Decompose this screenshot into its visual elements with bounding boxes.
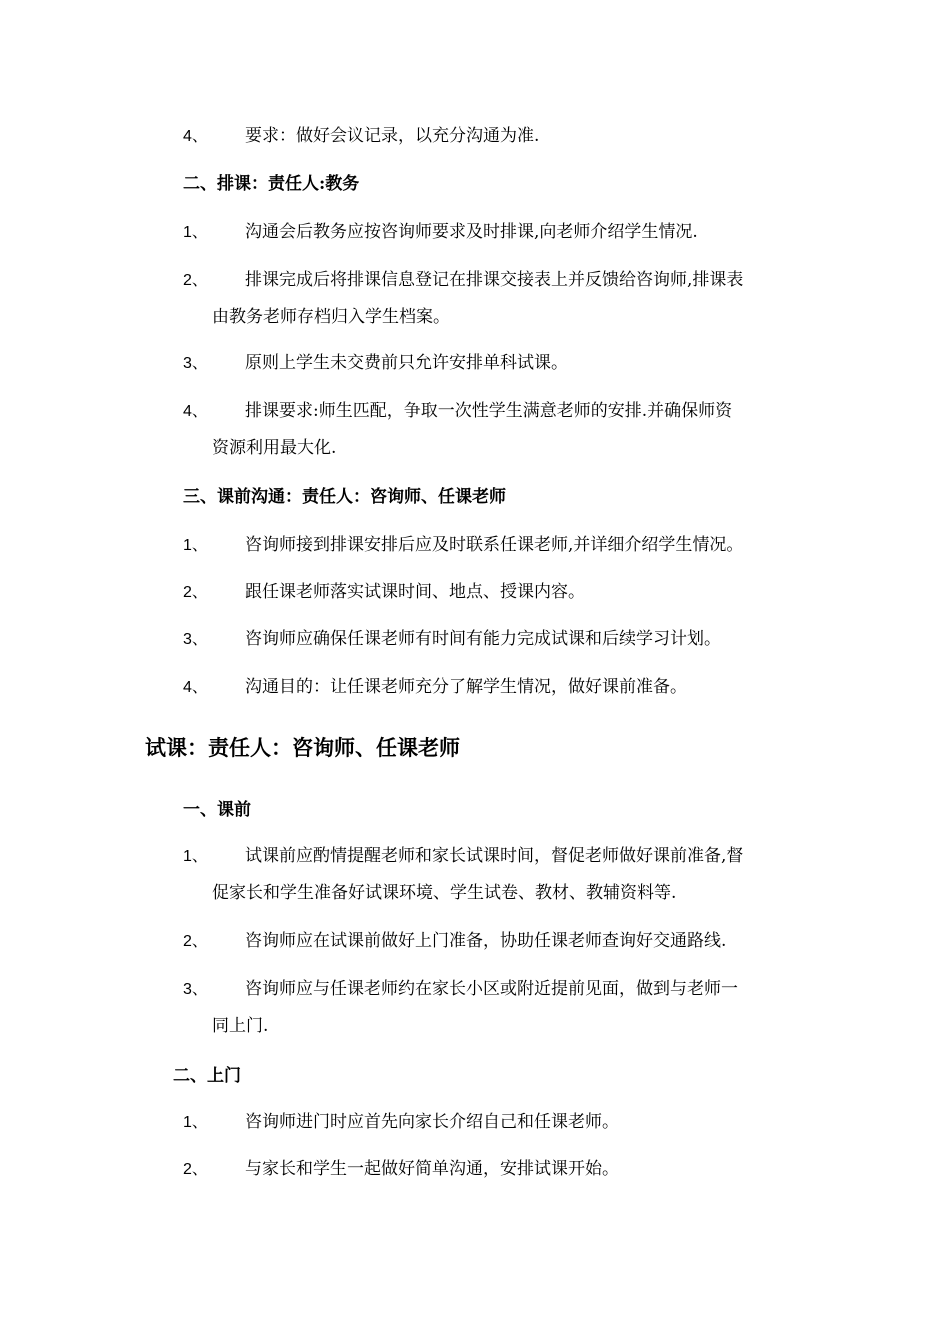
item-text-continued: 同上门. <box>212 1016 269 1036</box>
item-text: 咨询师接到排课安排后应及时联系任课老师,并详细介绍学生情况。 <box>245 535 744 555</box>
item-text: 要求：做好会议记录，以充分沟通为准. <box>245 126 540 146</box>
list-item <box>183 838 823 912</box>
list-item <box>183 1104 823 1141</box>
list-item <box>183 923 823 960</box>
item-number: 2、 <box>183 272 208 289</box>
item-number: 3、 <box>183 355 208 372</box>
chapter-heading-trial: 试课：责任人：咨询师、任课老师 <box>145 735 460 760</box>
item-number: 4、 <box>183 403 208 420</box>
list-item <box>183 1151 823 1188</box>
list-item <box>183 214 823 251</box>
item-text: 沟通目的：让任课老师充分了解学生情况，做好课前准备。 <box>245 677 687 697</box>
section-heading-before-class: 一、课前 <box>183 800 251 820</box>
item-number: 1、 <box>183 537 208 554</box>
section-heading-scheduling: 二、排课：责任人:教务 <box>183 174 360 194</box>
item-text: 咨询师进门时应首先向家长介绍自己和任课老师。 <box>245 1112 619 1132</box>
item-number: 1、 <box>183 224 208 241</box>
list-item <box>183 527 823 564</box>
section-heading-pre-class: 三、课前沟通：责任人：咨询师、任课老师 <box>183 487 506 507</box>
section-heading-visit: 二、上门 <box>173 1066 241 1086</box>
item-number: 2、 <box>183 933 208 950</box>
item-text: 排课完成后将排课信息登记在排课交接表上并反馈给咨询师,排课表 <box>245 270 744 290</box>
item-number: 3、 <box>183 631 208 648</box>
list-item <box>183 669 823 706</box>
item-number: 4、 <box>183 128 208 145</box>
item-text-continued: 由教务老师存档归入学生档案。 <box>212 307 450 327</box>
item-number: 2、 <box>183 1161 208 1178</box>
item-number: 1、 <box>183 1114 208 1131</box>
list-item <box>183 118 823 155</box>
item-text: 咨询师应与任课老师约在家长小区或附近提前见面，做到与老师一 <box>245 979 738 999</box>
list-item <box>183 971 823 1045</box>
item-number: 2、 <box>183 584 208 601</box>
item-number: 3、 <box>183 981 208 998</box>
item-text: 沟通会后教务应按咨询师要求及时排课,向老师介绍学生情况. <box>245 222 698 242</box>
item-text-continued: 资源利用最大化. <box>212 438 337 458</box>
list-item <box>183 393 823 467</box>
item-number: 1、 <box>183 848 208 865</box>
list-item <box>183 262 823 336</box>
list-item <box>183 345 823 382</box>
item-text: 跟任课老师落实试课时间、地点、授课内容。 <box>245 582 585 602</box>
item-text: 与家长和学生一起做好简单沟通，安排试课开始。 <box>245 1159 619 1179</box>
item-number: 4、 <box>183 679 208 696</box>
item-text: 试课前应酌情提醒老师和家长试课时间，督促老师做好课前准备,督 <box>245 846 744 866</box>
item-text: 咨询师应在试课前做好上门准备，协助任课老师查询好交通路线. <box>245 931 727 951</box>
item-text-continued: 促家长和学生准备好试课环境、学生试卷、教材、教辅资料等. <box>212 883 677 903</box>
item-text: 咨询师应确保任课老师有时间有能力完成试课和后续学习计划。 <box>245 629 721 649</box>
list-item <box>183 621 823 658</box>
list-item <box>183 574 823 611</box>
item-text: 排课要求:师生匹配，争取一次性学生满意老师的安排.并确保师资 <box>245 401 733 421</box>
item-text: 原则上学生未交费前只允许安排单科试课。 <box>245 353 568 373</box>
